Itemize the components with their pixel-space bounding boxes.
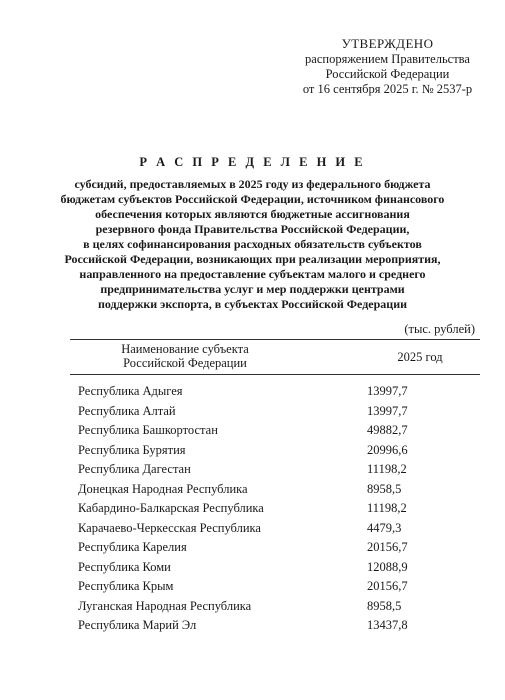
- table-row: [78, 421, 478, 441]
- subsidy-value: 49882,7: [367, 423, 408, 437]
- subject-name: Республика Алтай: [78, 403, 176, 418]
- title-line: в целях софинансирования расходных обязательств субъектов: [83, 237, 422, 251]
- title-line: предпринимательства услуг и мер поддержки центрами: [100, 282, 405, 296]
- table-row: [78, 597, 478, 617]
- title-word: Р А С П Р Е Д Е Л Е Н И Е: [139, 155, 366, 169]
- subject-name: Карачаево-Черкесская Республика: [78, 520, 261, 535]
- title-line: резервного фонда Правительства Российской Федерации,: [95, 222, 410, 236]
- approval-line-2: Российской Федерации: [325, 67, 450, 81]
- subsidy-value: 13437,8: [367, 618, 408, 632]
- title-line: бюджетам субъектов Российской Федерации, источником финансового: [60, 192, 445, 206]
- subject-name: Республика Марий Эл: [78, 618, 197, 632]
- subsidy-value: 20156,7: [367, 540, 408, 554]
- table-row: [78, 538, 478, 558]
- subject-name: Луганская Народная Республика: [78, 598, 252, 613]
- table-body: [78, 382, 478, 636]
- document-title: [30, 155, 475, 312]
- table-row: [78, 480, 478, 500]
- title-line: Российской Федерации, возникающих при реализации мероприятия,: [64, 252, 441, 266]
- table-row: [78, 441, 478, 461]
- approval-line-1: распоряжением Правительства: [305, 52, 470, 66]
- column-header-year: 2025 год: [397, 350, 443, 364]
- approval-stamp: [295, 36, 480, 97]
- table-row: [78, 519, 478, 539]
- table-row: [78, 499, 478, 519]
- approval-line-3: от 16 сентября 2025 г. № 2537-р: [302, 82, 473, 96]
- column-header-subject: [70, 342, 300, 370]
- subject-name: Республика Дагестан: [78, 462, 191, 476]
- table-row: [78, 577, 478, 597]
- title-line: направленного на предоставление субъектам малого и среднего: [79, 267, 426, 281]
- table-row: [78, 382, 478, 402]
- column-header-subject-line-2: Российской Федерации: [123, 356, 247, 370]
- subject-name: Республика Башкортостан: [78, 423, 218, 437]
- title-line: поддержки экспорта, в субъектах Российской Федерации: [97, 297, 408, 311]
- subject-name: Республика Адыгея: [78, 384, 183, 398]
- subsidy-value: 12088,9: [367, 559, 408, 574]
- table-row: [78, 402, 478, 422]
- subsidy-value: 11198,2: [367, 462, 407, 476]
- column-header-subject-line-1: Наименование субъекта: [121, 342, 249, 356]
- subsidy-value: 8958,5: [367, 481, 402, 496]
- subsidy-value: 4479,3: [367, 520, 402, 535]
- subject-name: Донецкая Народная Республика: [78, 481, 248, 496]
- subject-name: Кабардино-Балкарская Республика: [78, 501, 264, 515]
- subsidy-value: 13997,7: [367, 384, 408, 398]
- subject-name: Республика Коми: [78, 559, 171, 574]
- units-label: (тыс. рублей): [404, 322, 475, 336]
- table-row: [78, 558, 478, 578]
- approval-heading: УТВЕРЖДЕНО: [341, 36, 434, 51]
- table-row: [78, 460, 478, 480]
- table-row: [78, 616, 478, 636]
- subject-name: Республика Бурятия: [78, 442, 186, 457]
- title-line: субсидий, предоставляемых в 2025 году из федерального бюджета: [74, 177, 431, 191]
- subsidy-value: 13997,7: [367, 403, 408, 418]
- title-line: обеспечения которых являются бюджетные ассигнования: [95, 207, 410, 221]
- subsidy-value: 11198,2: [367, 501, 407, 515]
- subsidy-value: 20156,7: [367, 579, 408, 593]
- subject-name: Республика Крым: [78, 579, 174, 593]
- subsidy-value: 20996,6: [367, 442, 408, 457]
- table-header: [70, 339, 480, 375]
- subsidy-value: 8958,5: [367, 598, 402, 613]
- subject-name: Республика Карелия: [78, 540, 187, 554]
